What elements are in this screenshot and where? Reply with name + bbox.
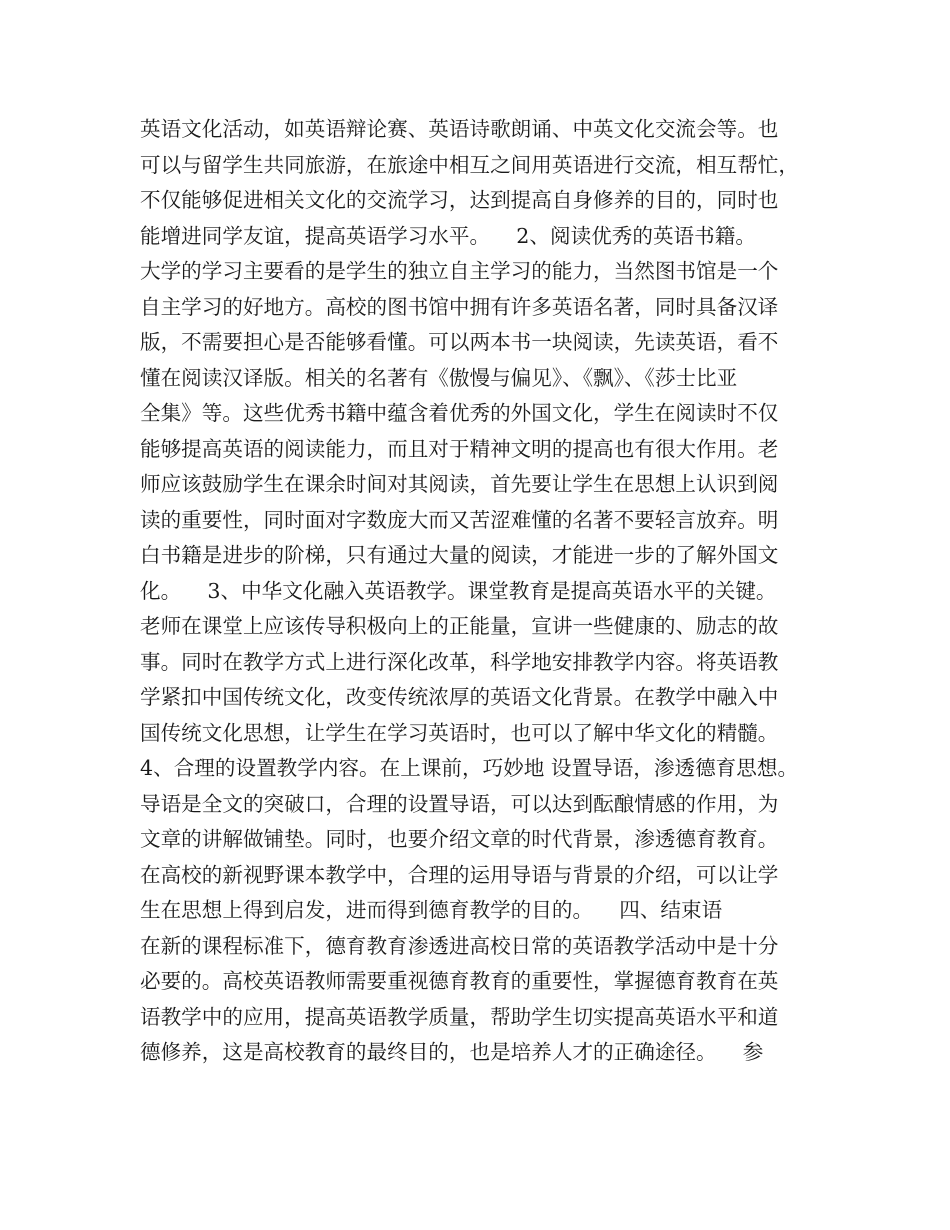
text-line: 在高校的新视野课本教学中，合理的运用导语与背景的介绍，可以让学	[140, 862, 779, 887]
text-line: 学紧扣中国传统文化，改变传统浓厚的英语文化背景。在教学中融入中	[140, 685, 779, 709]
text-line: 文章的讲解做铺垫。同时，也要介绍文章的时代背景，渗透德育教育。	[140, 827, 779, 851]
text-line: 能够提高英语的阅读能力，而且对于精神文明的提高也有很大作用。老	[140, 436, 779, 461]
body-text	[140, 112, 830, 1071]
text-line: 师应该鼓励学生在课余时间对其阅读，首先要让学生在思想上认识到阅	[140, 472, 779, 496]
text-line: 4、合理的设置教学内容。在上课前，巧妙地 设置导语，渗透德育思想。	[140, 756, 799, 780]
text-line: 读的重要性，同时面对字数庞大而又苦涩难懂的名著不要轻言放弃。明	[140, 507, 779, 532]
text-line: 导语是全文的突破口，合理的设置导语，可以达到酝酿情感的作用，为	[140, 791, 779, 816]
text-line: 事。同时在教学方式上进行深化改革，科学地安排教学内容。将英语教	[140, 649, 779, 674]
text-line: 必要的。高校英语教师需要重视德育教育的重要性，掌握德育教育在英	[140, 969, 779, 993]
text-line: 化。 3、中华文化融入英语教学。课堂教育是提高英语水平的关键。	[140, 578, 777, 603]
text-line: 在新的课程标准下，德育教育渗透进高校日常的英语教学活动中是十分	[140, 933, 779, 958]
text-line: 白书籍是进步的阶梯，只有通过大量的阅读，才能进一步的了解外国文	[140, 543, 779, 567]
text-line: 可以与留学生共同旅游，在旅途中相互之间用英语进行交流，相互帮忙，	[140, 152, 799, 177]
text-line: 大学的学习主要看的是学生的独立自主学习的能力，当然图书馆是一个	[140, 259, 779, 283]
text-line: 全集》等。这些优秀书籍中蕴含着优秀的外国文化，学生在阅读时不仅	[140, 401, 779, 425]
text-line: 英语文化活动，如英语辩论赛、英语诗歌朗诵、中英文化交流会等。也	[140, 117, 779, 141]
text-line: 生在思想上得到启发，进而得到德育教学的目的。 四、结束语	[140, 898, 723, 922]
text-line: 国传统文化思想，让学生在学习英语时，也可以了解中华文化的精髓。	[140, 720, 779, 745]
text-line: 懂在阅读汉译版。相关的名著有《傲慢与偏见》、《飘》、《莎士比亚	[140, 365, 738, 390]
text-line: 德修养，这是高校教育的最终目的，也是培养人才的正确途径。 参	[140, 1040, 764, 1064]
text-line: 语教学中的应用，提高英语教学质量，帮助学生切实提高英语水平和道	[140, 1004, 779, 1029]
text-line: 不仅能够促进相关文化的交流学习，达到提高自身修养的目的，同时也	[140, 188, 779, 212]
text-line: 老师在课堂上应该传导积极向上的正能量，宣讲一些健康的、励志的故	[140, 614, 779, 638]
text-line: 能增进同学友谊，提高英语学习水平。 2、阅读优秀的英语书籍。	[140, 223, 756, 248]
text-line: 版，不需要担心是否能够看懂。可以两本书一块阅读，先读英语，看不	[140, 330, 779, 354]
text-line: 自主学习的好地方。高校的图书馆中拥有许多英语名著，同时具备汉译	[140, 294, 779, 319]
